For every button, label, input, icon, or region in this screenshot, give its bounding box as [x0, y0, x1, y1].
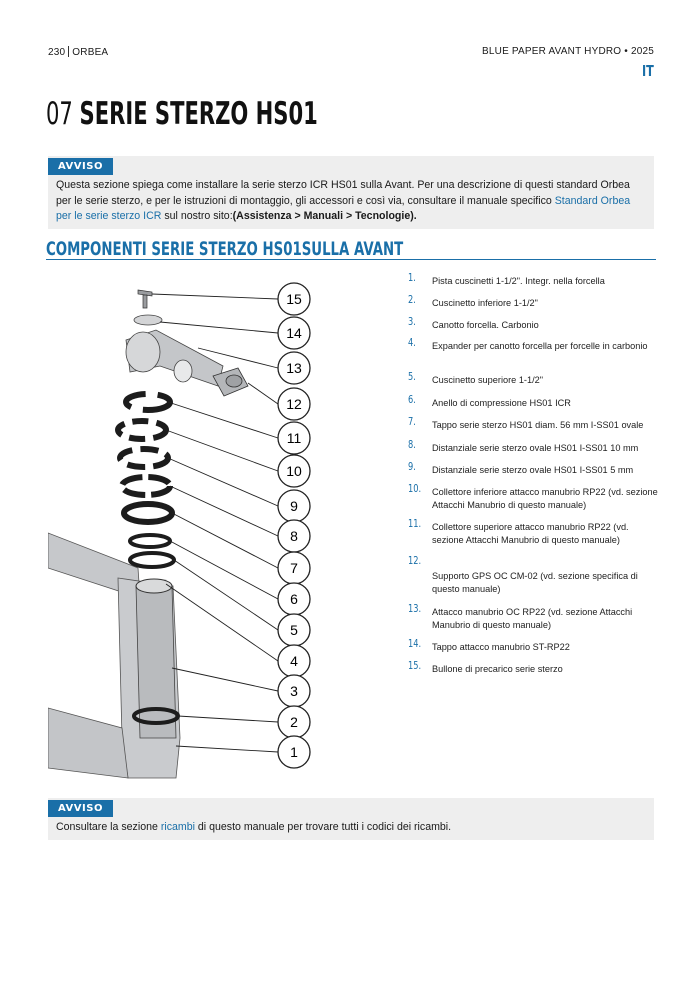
callout-4: [278, 645, 310, 677]
notice-text: [48, 175, 654, 229]
callout-label: 7: [290, 560, 298, 576]
chapter-title: SERIE STERZO HS01: [79, 96, 318, 132]
part-number: 10.: [408, 482, 422, 495]
stem-top-cap: [134, 315, 162, 325]
part-description: Distanziale serie sterzo ovale HS01 I-SS01 5 mm: [432, 465, 634, 475]
language-tag: IT: [642, 62, 654, 80]
preload-bolt: [138, 290, 152, 308]
part-number: 4.: [408, 336, 416, 349]
chapter-number: 07: [46, 96, 73, 132]
callout-5: [278, 614, 310, 646]
notice-path: (Assistenza > Manuali > Tecnologie).: [232, 210, 417, 222]
steerer-tube: [136, 586, 176, 738]
callout-label: 11: [286, 430, 302, 446]
part-number: 11.: [408, 517, 422, 530]
callout-label: 2: [290, 714, 298, 730]
callout-label: 3: [290, 683, 298, 699]
callout-13: [278, 352, 310, 384]
notice-badge: AVVISO: [48, 158, 113, 175]
section-title: COMPONENTI SERIE STERZO HS01SULLA AVANT: [46, 238, 404, 260]
callout-7: [278, 552, 310, 584]
section-heading: [46, 238, 656, 260]
spacer-stack: [118, 394, 172, 522]
part-number: 12.: [408, 554, 422, 567]
callout-label: 8: [290, 528, 298, 544]
spare-parts-link[interactable]: ricambi: [160, 821, 195, 833]
callout-label: 12: [286, 396, 302, 412]
standards-manual-link[interactable]: Standard Orbea per le serie sterzo ICR: [56, 194, 631, 222]
part-number: 6.: [408, 393, 416, 406]
part-number: 2.: [408, 293, 416, 306]
headset-exploded-diagram: [48, 268, 348, 788]
part-number: 13.: [408, 602, 422, 615]
callout-label: 13: [286, 360, 302, 376]
page-title: [46, 96, 318, 132]
callout-label: 5: [290, 622, 298, 638]
part-number: 15.: [408, 659, 422, 672]
part-description: Cuscinetto inferiore 1-1/2": [432, 298, 538, 308]
part-number: 14.: [408, 637, 422, 650]
notice-box-bottom: [48, 798, 654, 840]
callout-15: [278, 283, 310, 315]
notice-badge: AVVISO: [48, 800, 113, 817]
callout-11: [278, 422, 310, 454]
part-description: Tappo serie sterzo HS01 diam. 56 mm I-SS01 ovale: [432, 420, 644, 430]
part-description: Bullone di precarico serie sterzo: [432, 664, 563, 674]
steerer-top: [136, 579, 172, 593]
callout-9: [278, 490, 310, 522]
callout-10: [278, 455, 310, 487]
header-divider: [68, 46, 69, 57]
document-title: BLUE PAPER AVANT HYDRO • 2025: [482, 46, 654, 57]
part-number: 7.: [408, 415, 416, 428]
compression-ring: [130, 535, 170, 547]
callout-14: [278, 317, 310, 349]
callout-8: [278, 520, 310, 552]
part-number: 9.: [408, 460, 416, 473]
page-number: 230: [48, 47, 66, 58]
stem-illustration: [126, 330, 248, 396]
part-description: Cuscinetto superiore 1-1/2": [432, 375, 544, 385]
callout-label: 10: [286, 463, 302, 479]
page-header-left: [48, 46, 108, 58]
part-description: Supporto GPS OC CM-02 (vd. sezione specifica di questo manuale): [432, 571, 638, 594]
notice-text-part: sul nostro sito:: [161, 210, 233, 222]
part-description: Distanziale serie sterzo ovale HS01 I-SS01 10 mm: [432, 443, 639, 453]
callout-2: [278, 706, 310, 738]
callout-3: [278, 675, 310, 707]
callout-label: 14: [286, 325, 302, 341]
callout-label: 6: [290, 591, 298, 607]
brand-name: ORBEA: [72, 47, 109, 58]
part-description: Collettore inferiore attacco manubrio RP22 (vd. sezione Attacchi Manubrio di questo manuale): [432, 487, 658, 510]
callout-6: [278, 583, 310, 615]
part-description: Pista cuscinetti 1-1/2". Integr. nella forcella: [432, 276, 605, 286]
callout-1: [278, 736, 310, 768]
callout-markers: [278, 283, 310, 768]
notice-box-top: [48, 156, 654, 229]
part-number: 3.: [408, 315, 416, 328]
upper-bearing: [130, 553, 174, 567]
notice-text-part: Questa sezione spiega come installare la serie sterzo ICR HS01 sulla Avant. Per una descrizione di questi standard Orbea per le serie sterzo, e per le istruzioni di montaggio, gli accessori e così via, consultare il manuale specifico: [56, 179, 630, 207]
callout-12: [278, 388, 310, 420]
callout-label: 1: [290, 744, 298, 760]
part-description: Anello di compressione HS01 ICR: [432, 398, 571, 408]
part-description: Canotto forcella. Carbonio: [432, 320, 539, 330]
part-description: Expander per canotto forcella per forcelle in carbonio: [432, 341, 648, 351]
part-number: 8.: [408, 438, 416, 451]
notice-text-part: di questo manuale per trovare tutti i codici dei ricambi.: [194, 821, 452, 833]
callout-label: 4: [290, 653, 298, 669]
part-description: Attacco manubrio OC RP22 (vd. sezione Attacchi Manubrio di questo manuale): [432, 607, 633, 630]
part-number: 1.: [408, 271, 416, 284]
callout-label: 15: [286, 291, 302, 307]
part-description: Collettore superiore attacco manubrio RP22 (vd. sezione Attacchi Manubrio di questo manuale): [432, 522, 629, 545]
notice-text-part: Consultare la sezione: [56, 821, 161, 833]
callout-label: 9: [290, 498, 298, 514]
part-description: Tappo attacco manubrio ST-RP22: [432, 642, 570, 652]
notice-text: [48, 817, 654, 840]
part-number: 5.: [408, 370, 416, 383]
